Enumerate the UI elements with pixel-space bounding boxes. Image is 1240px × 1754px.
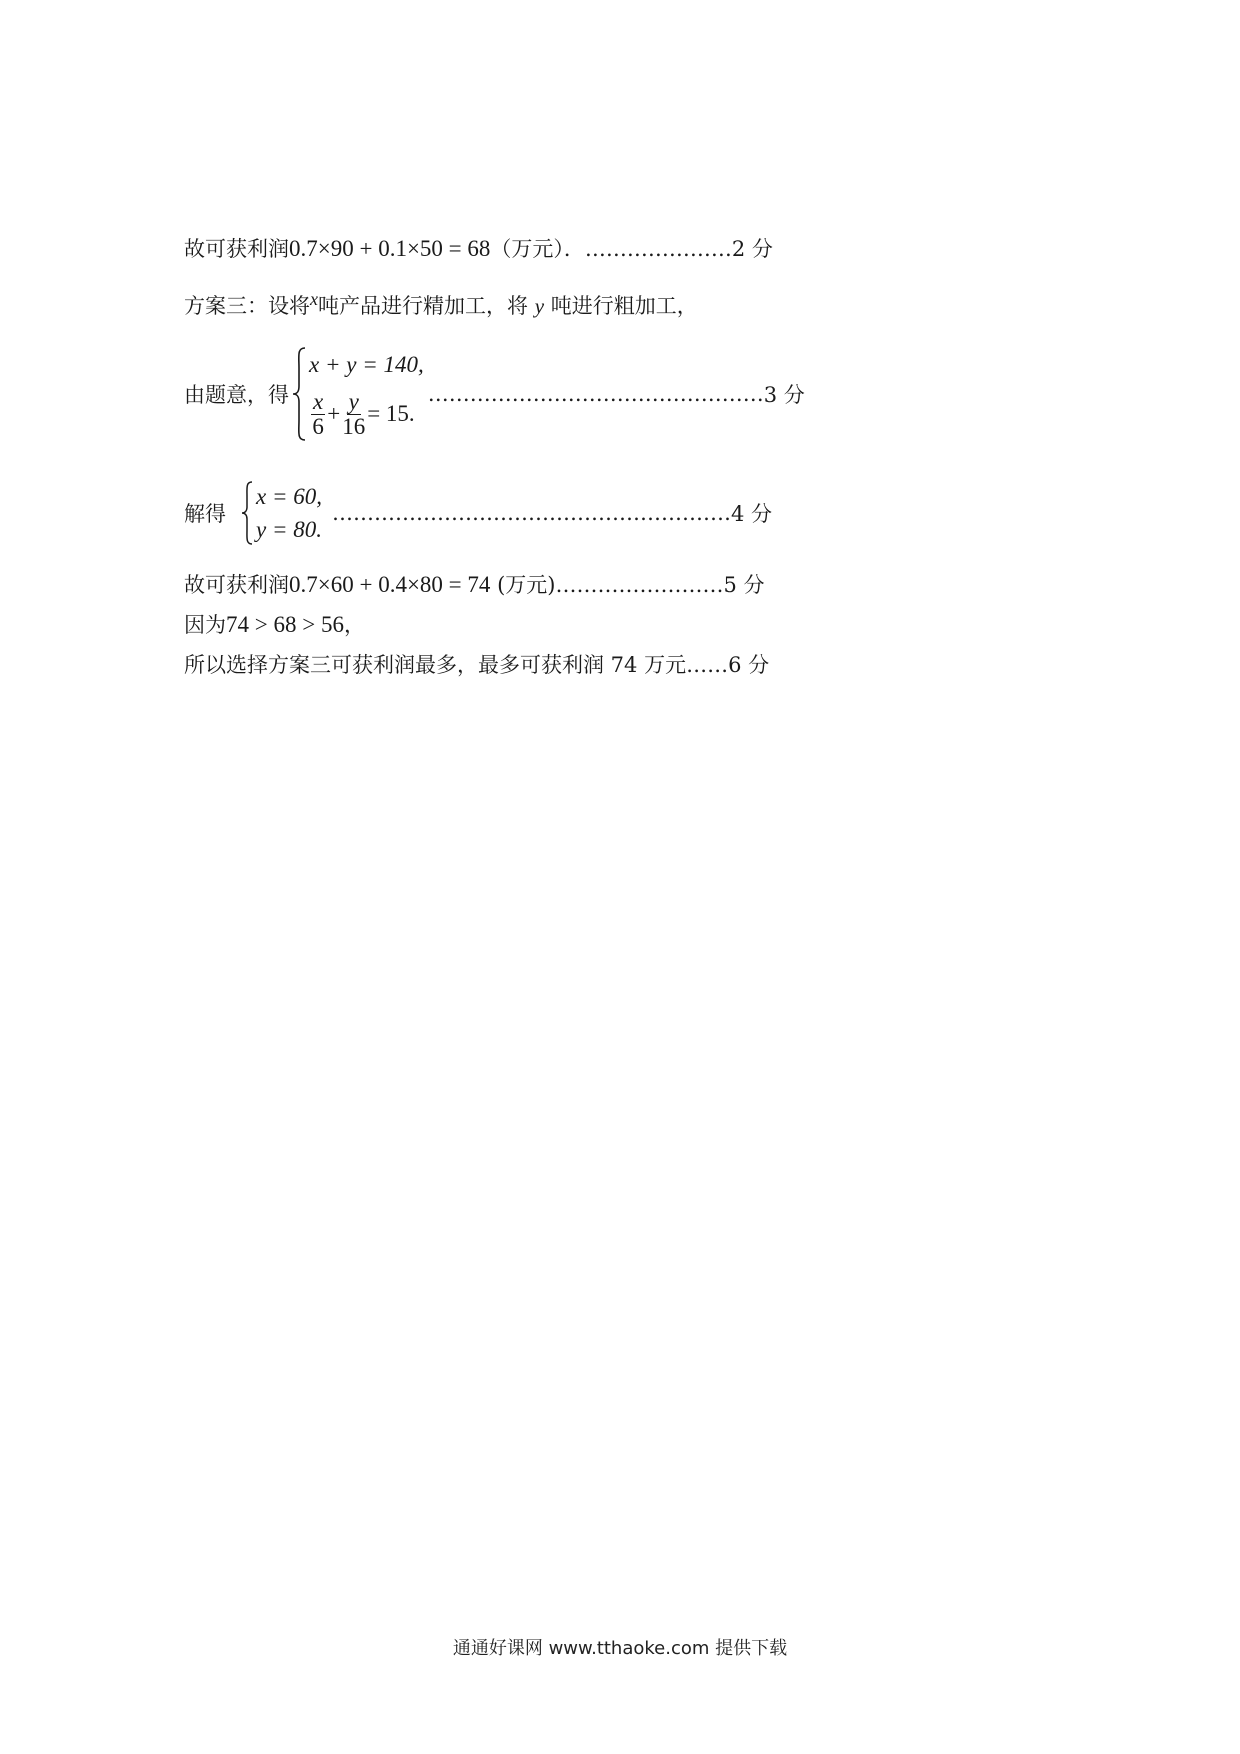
plus-sign: + [327,401,341,426]
solution-y [256,513,322,546]
equation-list [256,480,322,546]
line-text: 故可获利润 [184,573,289,597]
line-text: 所以选择方案三可获利润最多，最多可获利润 74 万元 [184,653,687,677]
leader-dots: ………………………………………………… [331,501,731,525]
score-label: 4 分 [730,502,773,526]
equation-system-setup [184,344,805,444]
score-label: 2 分 [731,237,773,261]
solution-x [256,480,322,513]
math-expression: 0.7×90 + 0.1×50 = 68 [289,236,491,261]
line-text: 方案三：设将 [184,294,310,318]
left-brace-icon [240,480,254,546]
line-plan3-setup [184,286,698,319]
line-text: 因为 [184,613,226,637]
line-text: 吨进行粗加工， [550,294,698,318]
equation-1 [309,345,424,385]
equation-2 [309,385,424,443]
variable-x: x [310,289,318,309]
line-conclusion [184,652,769,678]
fraction [342,390,365,439]
equation-text: x = 60, [256,483,322,509]
line-text: 故可获利润 [184,237,289,261]
numerator: x [313,388,324,414]
score-label: 6 分 [728,653,770,677]
equation-text: = 15. [367,401,415,426]
line-profit-plan3 [184,572,765,598]
denominator: 16 [342,413,366,439]
equation-system-solution [184,478,772,548]
line-text: 吨产品进行精加工，将 [318,294,528,318]
math-expression: 0.7×60 + 0.4×80 = 74 [289,572,491,597]
equation-text: x + y = 140, [309,352,424,377]
denominator: 6 [312,413,324,439]
line-text: 由题意，得 [184,383,289,407]
line-text: ， [343,613,365,637]
equation-list [309,345,424,443]
score-label: 3 分 [763,383,805,407]
left-brace-icon [291,346,307,442]
math-expression: 74 > 68 > 56 [226,612,344,637]
unit-text: （万元）． [490,237,585,261]
variable-y: y [534,294,545,318]
numerator: y [348,388,359,414]
equation-text: y = 80. [256,516,322,542]
leader-dots: …………………… [555,573,724,597]
leader-dots: ………………… [584,237,732,261]
line-profit-plan2 [184,236,773,262]
leader-dots: ………………………………………… [427,382,764,406]
leader-dots: …… [686,653,729,677]
page-footer: 通通好课网 www.tthaoke.com 提供下载 [452,1638,788,1659]
score-label: 5 分 [723,573,765,597]
line-text: 解得 [184,502,226,526]
fraction [311,390,325,439]
unit-text: (万元) [497,573,556,597]
line-comparison [184,612,365,638]
